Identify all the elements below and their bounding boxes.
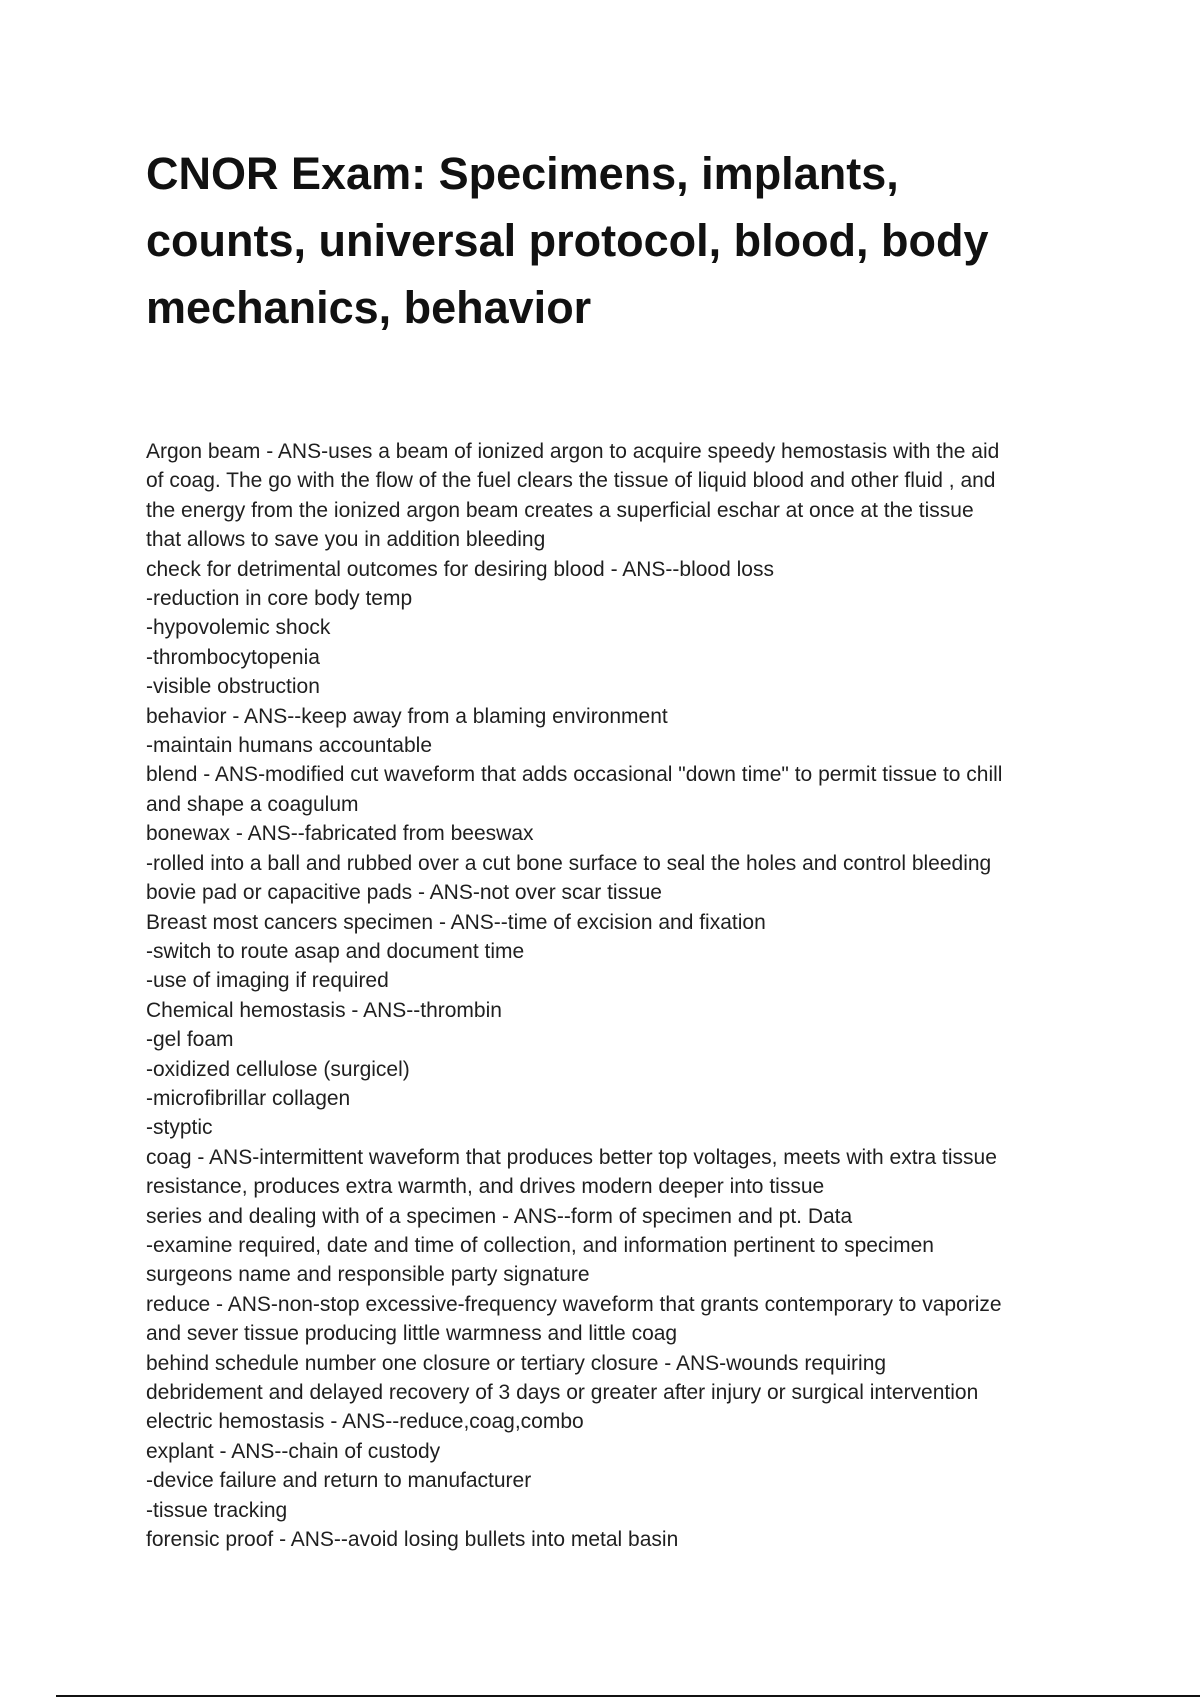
text-line: and shape a coagulum: [146, 792, 359, 816]
text-line: bovie pad or capacitive pads - ANS-not over scar tissue: [146, 881, 662, 905]
document-body: [146, 437, 1086, 1554]
text-line: surgeons name and responsible party signature: [146, 1263, 590, 1287]
text-line: explant - ANS--chain of custody: [146, 1439, 441, 1463]
text-line: -tissue tracking: [146, 1498, 288, 1522]
footer-divider: [56, 1695, 1200, 1697]
text-line: debridement and delayed recovery of 3 days or greater after injury or surgical intervention: [146, 1381, 979, 1404]
text-line: -visible obstruction: [146, 675, 320, 699]
text-line: forensic proof - ANS--avoid losing bullets into metal basin: [146, 1528, 679, 1552]
title-line: counts, universal protocol, blood, body: [146, 215, 989, 266]
text-line: that allows to save you in addition bleeding: [146, 528, 546, 552]
text-line: check for detrimental outcomes for desiring blood - ANS--blood loss: [146, 557, 774, 581]
text-line: blend - ANS-modified cut waveform that adds occasional "down time" to permit tissue to chill: [146, 763, 1003, 787]
text-line: Chemical hemostasis - ANS--thrombin: [146, 998, 502, 1022]
text-line: behind schedule number one closure or tertiary closure - ANS-wounds requiring: [146, 1351, 887, 1375]
text-line: resistance, produces extra warmth, and drives modern deeper into tissue: [146, 1175, 825, 1199]
text-line: -microfibrillar collagen: [146, 1086, 351, 1110]
text-line: reduce - ANS-non-stop excessive-frequency waveform that grants contemporary to vaporize: [146, 1292, 1002, 1316]
text-line: -hypovolemic shock: [146, 616, 331, 640]
text-line: -oxidized cellulose (surgicel): [146, 1057, 410, 1081]
text-line: -use of imaging if required: [146, 969, 389, 993]
text-line: the energy from the ionized argon beam creates a superficial eschar at once at the tissue: [146, 498, 974, 522]
title-line: CNOR Exam: Specimens, implants,: [146, 148, 899, 199]
text-line: -device failure and return to manufacturer: [146, 1469, 532, 1493]
text-line: electric hemostasis - ANS--reduce,coag,combo: [146, 1410, 584, 1434]
text-line: and sever tissue producing little warmness and little coag: [146, 1322, 678, 1346]
text-line: Argon beam - ANS-uses a beam of ionized argon to acquire speedy hemostasis with the aid: [146, 440, 1000, 463]
text-line: -thrombocytopenia: [146, 645, 320, 669]
text-line: -examine required, date and time of collection, and information pertinent to specimen: [146, 1233, 934, 1257]
text-line: bonewax - ANS--fabricated from beeswax: [146, 822, 534, 846]
text-line: -gel foam: [146, 1028, 234, 1052]
text-line: -reduction in core body temp: [146, 587, 413, 611]
text-line: coag - ANS-intermittent waveform that produces better top voltages, meets with extra tissue: [146, 1145, 997, 1169]
title-line: mechanics, behavior: [146, 282, 592, 333]
text-line: -maintain humans accountable: [146, 734, 433, 758]
document-title: [146, 140, 1076, 341]
text-line: series and dealing with of a specimen - ANS--form of specimen and pt. Data: [146, 1204, 853, 1228]
text-line: behavior - ANS--keep away from a blaming environment: [146, 704, 668, 728]
text-line: -styptic: [146, 1116, 213, 1140]
text-line: -switch to route asap and document time: [146, 939, 525, 963]
text-line: Breast most cancers specimen - ANS--time of excision and fixation: [146, 910, 766, 934]
text-line: of coag. The go with the flow of the fuel clears the tissue of liquid blood and other fluid , and: [146, 469, 996, 493]
text-line: -rolled into a ball and rubbed over a cut bone surface to seal the holes and control bleeding: [146, 851, 992, 875]
